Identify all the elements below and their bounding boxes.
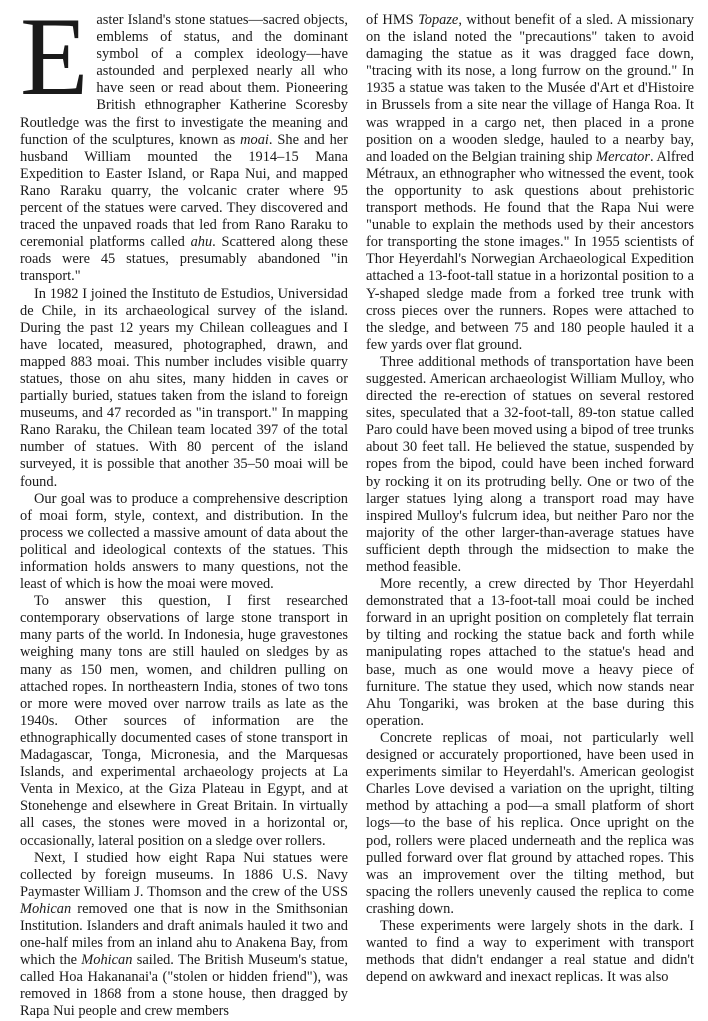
text-run: , without benefit of a sled. A missionary on the island noted the "precautions" taken to avoid damaging the statue as it was dragged face down, "tracing with its nose, a long furrow on the ground." In 1935 a statue was taken to the Musée d'Art et d'Histoire in Brussels from a site near the village of Hanga Roa. It was wrapped in a cargo net, then placed in a prone position on a wooden sledge, hauled to a nearby bay, and loaded on the Belgian training ship — [366, 12, 695, 165]
paragraph — [366, 576, 694, 730]
text-run: In 1982 I joined the Instituto de Estudios, Universidad de Chile, in its archaeological survey of the island. During the past 12 years my Chilean colleagues and I have located, measured, photographed, drawn, and mapped 883 moai. This number includes visible quarry statues, those on ahu sites, many hidden in caves or partially buried, statues taken from the island to foreign museums, and 47 recorded as "in transport." In mapping Rano Raraku, the Chilean team located 397 of the total number of statues. With 80 percent of the island surveyed, it is possible that another 35–50 moai will be found. — [20, 285, 348, 490]
text-run: Next, I studied how eight Rapa Nui statues were collected by foreign museums. In 1886 U.S. Navy Paymaster William J. Thomson and the crew of the USS — [20, 849, 348, 900]
text-run: Three additional methods of transportation have been suggested. American archaeologist William Mulloy, who directed the re-erection of statues on several restored sites, speculated that a 32-foot-tall, 89-ton statue called Paro could have been moved using a bipod of tree trunks about 30 feet tall. He believed the statue, suspended by ropes from the bipod, could have been inched forward by rocking it on its protruding belly. One or two of the larger statues lying along a transport road may have inspired Mulloy's fulcrum idea, but neither Paro nor the majority of the other larger-than-average statues have sufficient depth through the midsection to make the method feasible. — [366, 353, 694, 575]
italic-term: Topaze — [418, 12, 459, 28]
text-run: Concrete replicas of moai, not particularly well designed or accurately proportioned, have been used in experiments similar to Heyerdahl's. American geologist Charles Love devised a variation on the upright, tilting method by attaching a pod—a small platform of short logs—to the base of his replica. Once upright on the pod, rollers were placed underneath and the replica was pulled forward over flat ground by attached ropes. This was an improvement over the tilting method, but spacing the rollers unevenly caused the replica to come crashing down. — [366, 729, 694, 917]
text-run: . Scattered along these roads were 45 statues, presumably abandoned "in transport." — [20, 234, 348, 285]
text-run: . Alfred Métraux, an ethnographer who witnessed the event, took the opportunity to ask questions about prehistoric transport methods. He found that the Rapa Nui were "unable to explain the methods used by their ancestors for transporting the stone images." In 1955 scientists of Thor Heyerdahl's Norwegian Archaeological Expedition attached a 13-foot-tall statue in a horizontal position to a Y-shaped sledge made from a forked tree trunk with cross pieces over the runners. Ropes were attached to the sledge, and between 75 and 180 people hauled it a few yards over flat ground. — [366, 148, 694, 353]
text-run: . She and her husband William mounted the 1914–15 Mana Expedition to Easter Island, or Rapa Nui, and mapped Rano Raraku quarry, the volcanic crater where 95 percent of the statues were carved. They discovered and traced the unpaved roads that led from Rano Raraku to ceremonial platforms called — [20, 131, 348, 251]
drop-cap: E — [20, 0, 89, 119]
text-run: To answer this question, I first researched contemporary observations of large stone transport in many parts of the world. In Indonesia, huge gravestones weighing many tons are still hauled on sledges by as many as 150 men, women, and children pulling on attached ropes. In northeastern India, stones of two tons or more were moved over narrow trails as late as the 1940s. Other sources of information are the ethnographically documented cases of stone transport in Madagascar, Tonga, Micronesia, and the Marquesas Islands, and experimental archaeology projects at La Venta in Mexico, at the Giza Plateau in Egypt, and at Stonehenge and elsewhere in Great Britain. In virtually all cases, the stones were moved in a horizontal or, occasionally, lateral position on a sledge over rollers. — [20, 593, 348, 849]
italic-term: Mohican — [20, 900, 72, 917]
text-run: sailed. The British Museum's statue, called Hoa Hakananai'a ("stolen or hidden friend"), was removed in 1868 from a stone house, then dragged by Rapa Nui people and crew members — [20, 952, 348, 1020]
paragraph — [20, 593, 348, 849]
text-run: These experiments were largely shots in the dark. I wanted to find a way to experiment with transport methods that didn't endanger a real statue and didn't depend on awkward and inexact replicas. It was also — [366, 917, 694, 986]
paragraph — [20, 491, 348, 594]
paragraph — [20, 850, 348, 1021]
paragraph — [20, 0, 348, 286]
paragraph — [366, 354, 694, 576]
paragraph — [366, 730, 694, 918]
paragraph — [366, 918, 694, 986]
italic-term: Mercator — [596, 148, 650, 165]
italic-term: moai — [240, 131, 269, 148]
italic-term: ahu — [190, 234, 213, 251]
column-left — [20, 0, 348, 1020]
text-run: Our goal was to produce a comprehensive description of moai form, style, context, and distribution. In the process we collected a massive amount of data about the political and ideological contexts of the statues. This information holds answers to many questions, not the least of which is how the moai were moved. — [20, 490, 348, 593]
italic-term: Mohican — [81, 952, 133, 969]
text-run: aster Island's stone statues—sacred objects, emblems of status, and the dominant symbol of a complex ideology—have astounded and perplexed nearly all who have seen or read about them. Pioneering British ethnographer Katherine Scoresby Routledge was the first to investigate the meaning and function of the sculptures, known as — [20, 12, 348, 148]
text-run: More recently, a crew directed by Thor Heyerdahl demonstrated that a 13-foot-tall moai could be inched forward in an upright position on completely flat terrain by tilting and rocking the statue back and forth while manipulating ropes attached to the statue's head and base, much as one would move a heavy piece of furniture. The statue they used, which now stands near Ahu Tongariki, was broken at the base during this operation. — [366, 576, 694, 729]
column-right — [366, 12, 695, 986]
paragraph — [20, 286, 348, 491]
paragraph — [366, 12, 694, 354]
text-run: removed one that is now in the Smithsonian Institution. Islanders and draft animals hauled it two and one-half miles from an inland ahu to Anakena Bay, from which the — [20, 900, 348, 969]
text-run: of HMS — [366, 12, 419, 28]
